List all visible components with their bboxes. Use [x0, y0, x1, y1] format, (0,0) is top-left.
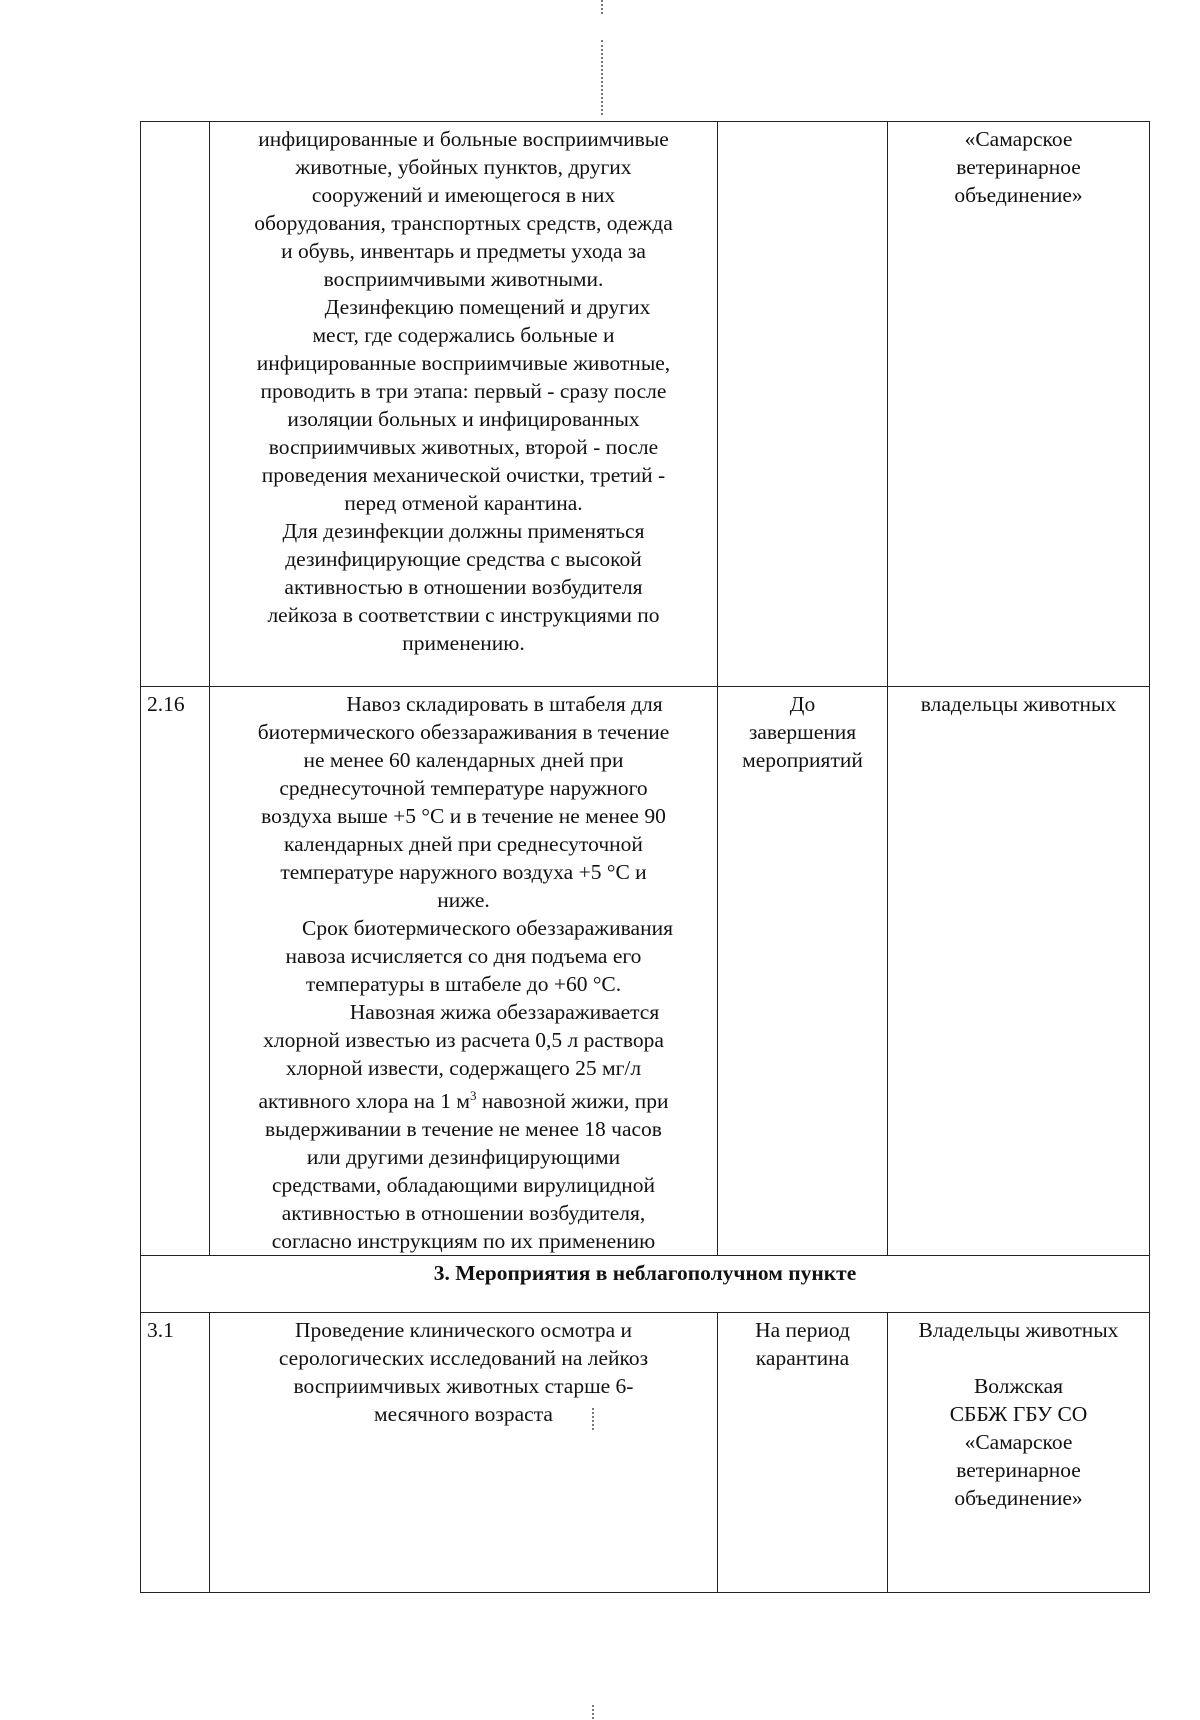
responsible-cell: «Самарское ветеринарное объединение» — [888, 122, 1150, 687]
scan-artifact-top — [601, 0, 603, 14]
measure-description-cell: Проведение клинического осмотра и серологических исследований на лейкоз восприимчивых животных старше 6- месячного возраста — [210, 1313, 718, 1593]
term-cell: На период карантина — [718, 1313, 888, 1593]
measure-description-cell: Навоз складировать в штабеля для биотермического обеззараживания в течение не менее 60 календарных дней при среднесуточной температуре наружного воздуха выше +5 °С и в течение не менее 90 календарных дней при среднесуточной температуре наружного воздуха +5 °С и ниже. Срок биотермического обеззараживания навоза исчисляется со дня подъема его температуры в штабеле до +60 °С. Навозная жижа обеззараживается хлорной известью из расчета 0,5 л раствора хлорной извести, содержащего 25 мг/л активного хлора на 1 $м^3$ навозной жижи, при выдерживании в течение не менее 18 часов или другими дезинфицирующими средствами, обладающими вирулицидной активностью в отношении возбудителя, согласно инструкциям по их применению — [210, 687, 718, 1256]
section-title: 3. Мероприятия в неблагополучном пункте — [141, 1256, 1150, 1313]
row-number-cell: 3.1 — [141, 1313, 210, 1593]
table-row-3-1 — [141, 1313, 1150, 1593]
scan-artifact-top-lower — [601, 40, 603, 115]
measure-description-cell: инфицированные и больные восприимчивые животные, убойных пунктов, других сооружений и имеющегося в них оборудования, транспортных средств, одежда и обувь, инвентарь и предметы ухода за восприимчивыми животными. Дезинфекцию помещений и других мест, где содержались больные и инфицированные восприимчивые животные, проводить в три этапа: первый - сразу после изоляции больных и инфицированных восприимчивых животных, второй - после проведения механической очистки, третий - перед отменой карантина. Для дезинфекции должны применяться дезинфицирующие средства с высокой активностью в отношении возбудителя лейкоза в соответствии с инструкциями по применению. — [210, 122, 718, 687]
measures-table — [140, 121, 1150, 1593]
row-number-cell — [141, 122, 210, 687]
section-heading-row — [141, 1256, 1150, 1313]
scan-artifact-bottom — [592, 1705, 594, 1719]
table-row-2-16 — [141, 687, 1150, 1256]
term-cell — [718, 122, 888, 687]
responsible-cell: владельцы животных — [888, 687, 1150, 1256]
row-number-cell: 2.16 — [141, 687, 210, 1256]
table-row-continuation — [141, 122, 1150, 687]
responsible-cell: Владельцы животных Волжская СББЖ ГБУ СО «Самарское ветеринарное объединение» — [888, 1313, 1150, 1593]
term-cell: До завершения мероприятий — [718, 687, 888, 1256]
